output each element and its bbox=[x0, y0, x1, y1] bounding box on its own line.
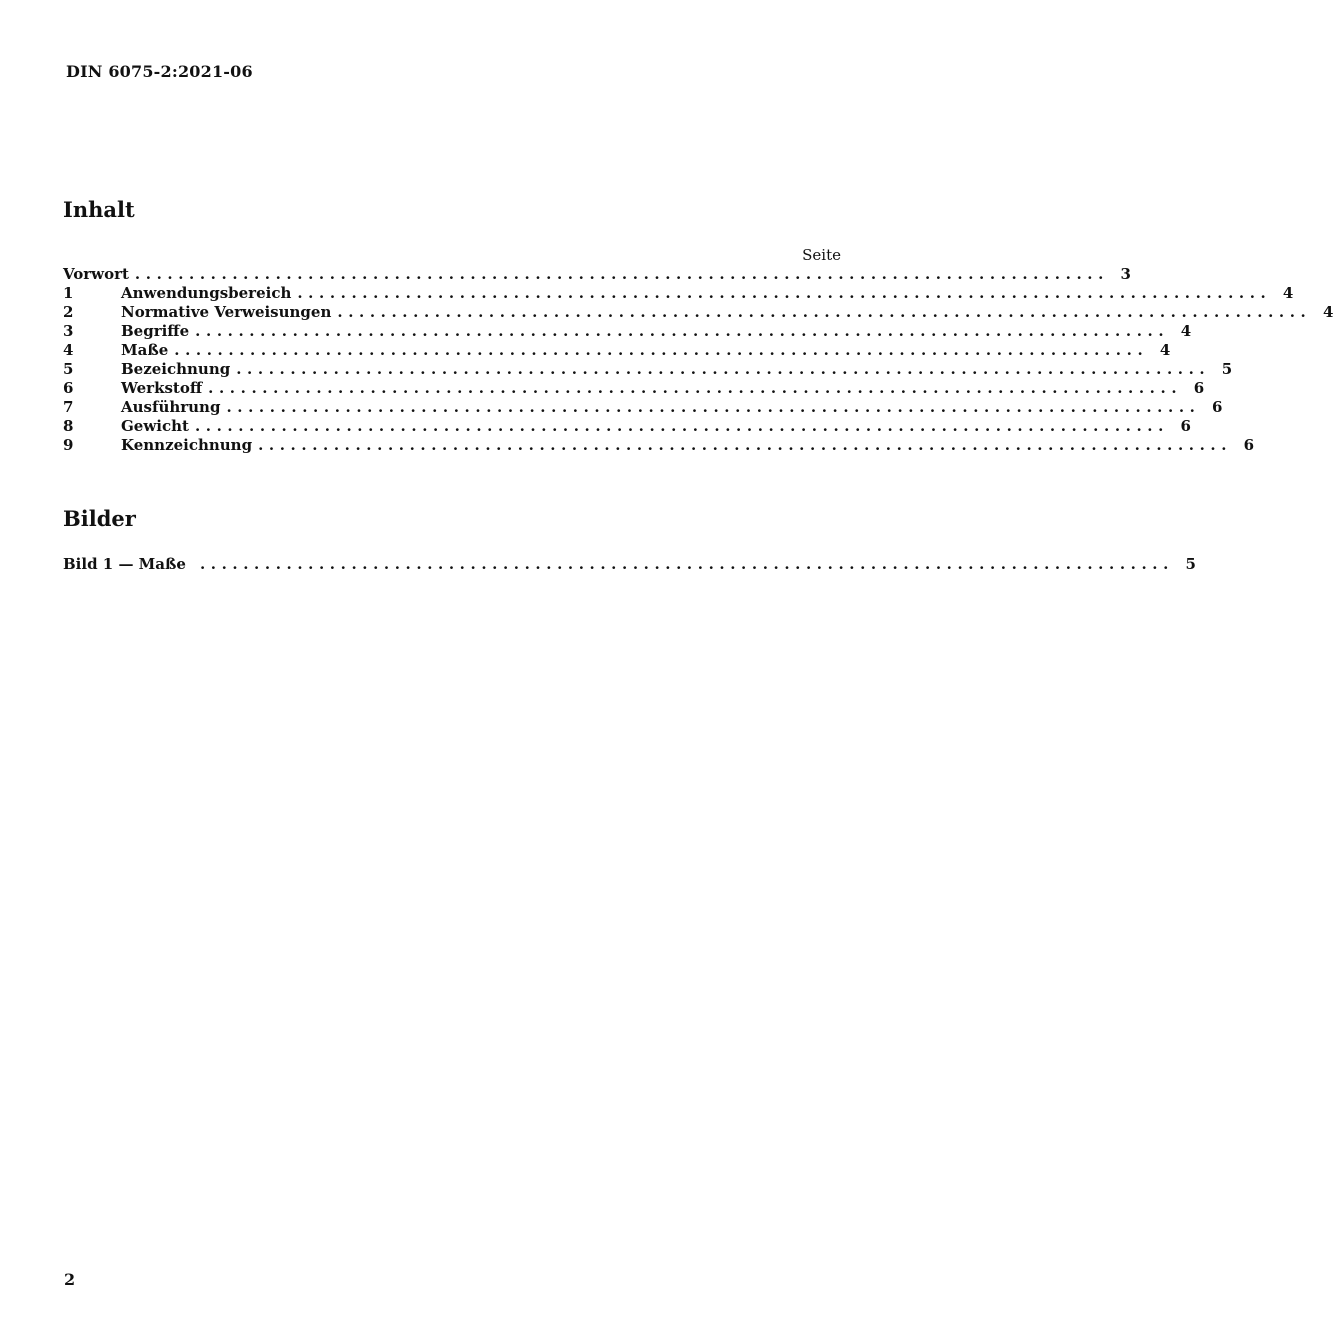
toc-entry-title: Normative Verweisungen bbox=[121, 303, 332, 321]
dot-leader: .......................................................................................... bbox=[337, 303, 1312, 321]
toc-entry-number: 3 bbox=[63, 322, 74, 340]
toc-entry-7[interactable] bbox=[63, 398, 1223, 417]
dot-leader: .......................................................................................... bbox=[258, 436, 1233, 454]
figures-heading: Bilder bbox=[63, 506, 136, 531]
toc-entry-page: 6 bbox=[1212, 398, 1223, 416]
toc-entry-6[interactable] bbox=[63, 379, 1205, 398]
toc-entry-number: 6 bbox=[63, 379, 74, 397]
toc-entry-number: 8 bbox=[63, 417, 74, 435]
contents-heading: Inhalt bbox=[63, 197, 135, 222]
toc-entry-page: 6 bbox=[1193, 379, 1205, 397]
toc-entry-8[interactable] bbox=[63, 417, 1191, 436]
toc-entry-title: Bezeichnung bbox=[121, 360, 231, 378]
table-of-contents bbox=[63, 246, 1333, 455]
toc-entry-4[interactable] bbox=[63, 341, 1171, 360]
dot-leader: .......................................................................................... bbox=[236, 360, 1211, 378]
toc-entry-page: 4 bbox=[1282, 284, 1294, 302]
figure-entry-1[interactable] bbox=[63, 555, 1196, 574]
dot-leader: .......................................................................................... bbox=[297, 284, 1272, 302]
document-id: DIN 6075-2:2021-06 bbox=[66, 62, 253, 81]
toc-entry-number: 4 bbox=[63, 341, 74, 359]
dot-leader: .......................................................................................... bbox=[134, 265, 1109, 283]
toc-entry-title: Begriffe bbox=[121, 322, 190, 340]
toc-entry-number: 1 bbox=[63, 284, 74, 302]
list-of-figures bbox=[63, 555, 1196, 574]
toc-entry-9[interactable] bbox=[63, 436, 1255, 455]
dot-leader: .......................................................................................... bbox=[208, 379, 1183, 397]
toc-entry-page: 5 bbox=[1221, 360, 1233, 378]
figure-entry-title: Bild 1 — Maße bbox=[63, 555, 186, 573]
page-column-label: Seite bbox=[802, 246, 841, 264]
toc-entry-page: 4 bbox=[1180, 322, 1192, 340]
toc-entry-page: 4 bbox=[1159, 341, 1171, 359]
toc-entry-title: Vorwort bbox=[63, 265, 129, 283]
toc-entry-number: 9 bbox=[63, 436, 74, 454]
dot-leader: .......................................................................................... bbox=[195, 322, 1170, 340]
toc-entry-3[interactable] bbox=[63, 322, 1192, 341]
toc-entry-title: Kennzeichnung bbox=[121, 436, 253, 454]
page-number: 2 bbox=[64, 1270, 76, 1289]
toc-entry-vorwort[interactable] bbox=[63, 265, 1131, 284]
dot-leader: .......................................................................................... bbox=[174, 341, 1149, 359]
toc-entry-number: 2 bbox=[63, 303, 74, 321]
toc-entry-title: Maße bbox=[121, 341, 169, 359]
toc-entry-title: Werkstoff bbox=[121, 379, 203, 397]
toc-entry-2[interactable] bbox=[63, 303, 1333, 322]
dot-leader: .......................................................................................... bbox=[199, 555, 1174, 573]
toc-entry-page: 6 bbox=[1180, 417, 1191, 435]
toc-entry-title: Anwendungsbereich bbox=[121, 284, 292, 302]
toc-entry-page: 6 bbox=[1243, 436, 1255, 454]
toc-entry-title: Ausführung bbox=[121, 398, 221, 416]
toc-entry-title: Gewicht bbox=[121, 417, 189, 435]
toc-entry-number: 5 bbox=[63, 360, 74, 378]
dot-leader: .......................................................................................... bbox=[226, 398, 1201, 416]
toc-entry-5[interactable] bbox=[63, 360, 1233, 379]
toc-entry-1[interactable] bbox=[63, 284, 1294, 303]
toc-entry-page: 3 bbox=[1120, 265, 1131, 283]
dot-leader: .......................................................................................... bbox=[194, 417, 1169, 435]
toc-entry-number: 7 bbox=[63, 398, 74, 416]
figure-entry-page: 5 bbox=[1185, 555, 1196, 573]
toc-entry-page: 4 bbox=[1322, 303, 1333, 321]
